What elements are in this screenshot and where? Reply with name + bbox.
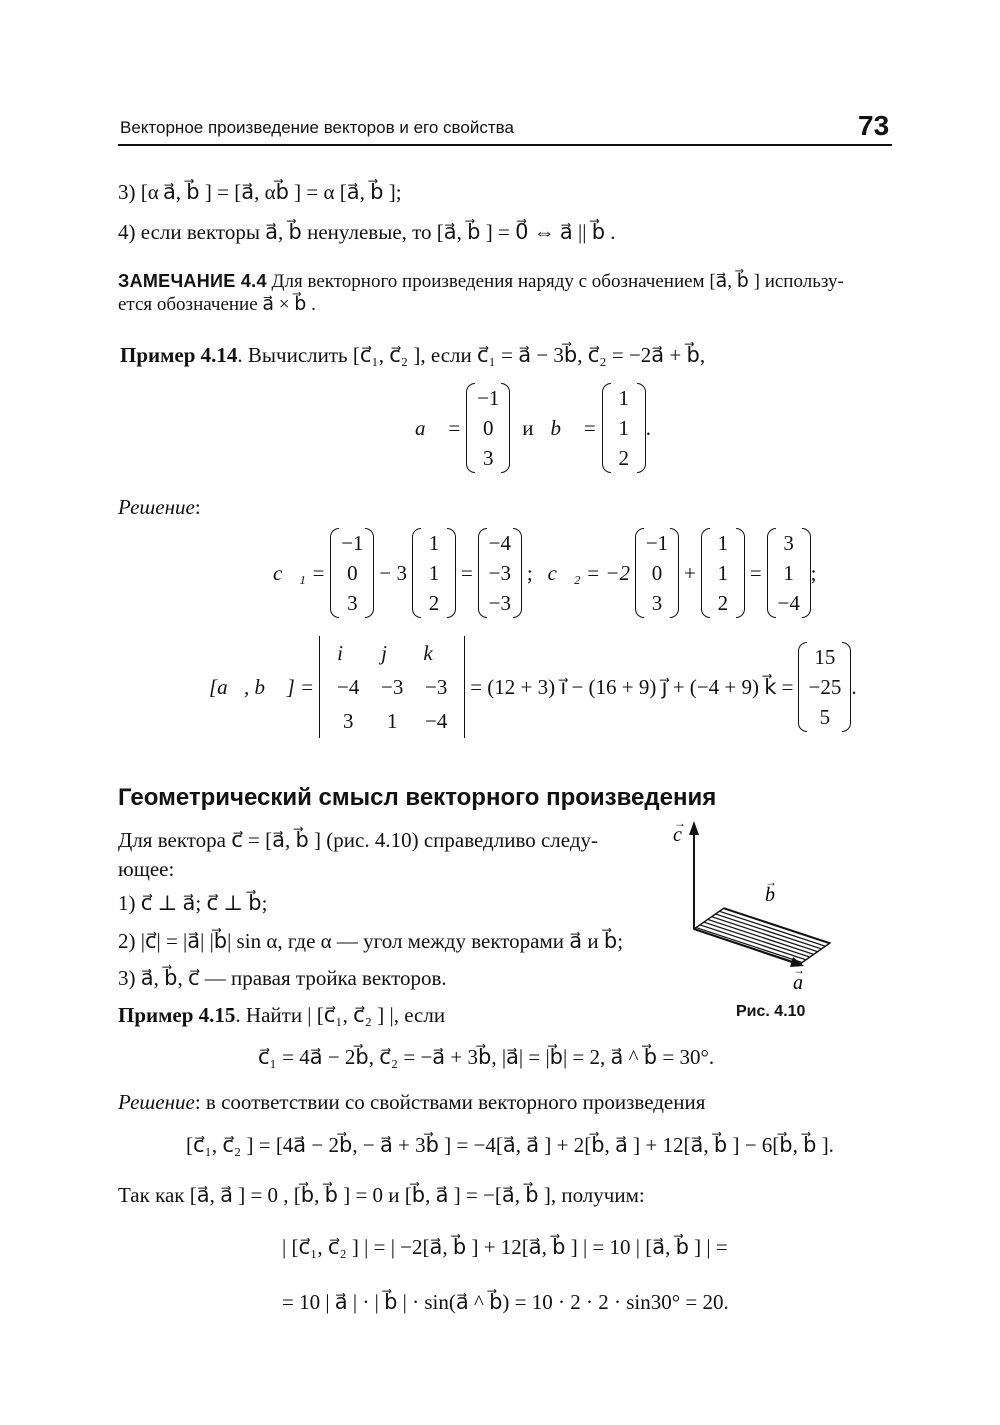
c1-result-column <box>478 528 522 618</box>
det-r2c3: −3 <box>425 675 448 699</box>
c2-2: 1 <box>783 561 794 585</box>
remark-label: ЗАМЕЧАНИЕ 4.4 <box>118 271 267 291</box>
c1-a-1: −1 <box>341 531 364 555</box>
c2-b-2: 1 <box>717 561 729 585</box>
remark-line-2: ется обозначение a⃗ × b⃗ . <box>118 294 316 315</box>
a-component-3: 3 <box>483 446 494 470</box>
vectors-a-b-given <box>410 383 651 473</box>
figure-4-10 <box>670 815 840 1000</box>
and-word: и <box>522 415 534 440</box>
example-4-14 <box>120 343 705 368</box>
c-arrowhead-icon <box>689 821 699 835</box>
vector-b-column <box>602 383 646 473</box>
example-4-14-statement: . Вычислить [c⃗₁, c⃗₂ ], если c⃗₁ = a⃗ − 3b⃗, c⃗₂ = −2a⃗ + b⃗, <box>237 343 706 367</box>
c1-b-3: 2 <box>428 591 440 615</box>
c1-label: c⃗₁ = <box>273 560 326 585</box>
section-intro-1: Для вектора c⃗ = [a⃗, b⃗ ] (рис. 4.10) справедливо следу- <box>118 828 599 852</box>
cross-product-determinant <box>204 636 857 738</box>
solution-label-4-14 <box>118 495 201 520</box>
equals: = <box>460 560 473 585</box>
c2-a-1: −1 <box>645 531 669 555</box>
page-number: 73 <box>858 110 890 141</box>
solution-line-1: [c⃗₁, c⃗₂ ] = [4a⃗ − 2b⃗, − a⃗ + 3b⃗ ] = −4[a⃗, a⃗ ] + 2[b⃗, a⃗ ] + 12[a⃗, b⃗ ] − 6[b⃗, b⃗ ]. <box>186 1133 834 1157</box>
b-component-3: 2 <box>618 446 630 470</box>
c2-a-2: 0 <box>651 561 663 585</box>
c1-2: −3 <box>488 561 511 585</box>
running-title: Векторное произведение векторов и его свойства <box>120 118 514 137</box>
result-column <box>798 642 851 732</box>
period: . <box>645 415 652 440</box>
geometric-property-2: 2) |c⃗| = |a⃗| |b⃗| sin α, где α — угол между векторами a⃗ и b⃗; <box>118 929 624 953</box>
expansion: = (12 + 3) i⃗ − (16 + 9) j⃗ + (−4 + 9) k⃗ = <box>470 674 794 699</box>
semicolon-2: ; <box>810 560 817 585</box>
c1-a-column <box>330 528 374 618</box>
header-rule <box>118 144 892 146</box>
figure-label-b-arrow: → <box>765 875 777 889</box>
c2-1: 3 <box>783 531 794 555</box>
c1-a-3: 3 <box>347 591 358 615</box>
b-label: b⃗ = <box>550 415 597 440</box>
geometric-property-3: 3) a⃗, b⃗, c⃗ — правая тройка векторов. <box>118 966 447 990</box>
c1-b-2: 1 <box>428 561 440 585</box>
c2-b-1: 1 <box>717 531 729 555</box>
example-4-15-statement: . Найти | [c⃗₁, c⃗₂ ] |, если <box>235 1003 446 1027</box>
solution-line-4: = 10 | a⃗ | · | b⃗ | · sin(a⃗ ^ b⃗) = 10 · 2 · 2 · sin30° = 20. <box>282 1290 729 1314</box>
c2-label: c⃗₂ = −2 <box>547 560 630 585</box>
c1-a-2: 0 <box>347 561 358 585</box>
a-component-2: 0 <box>483 416 494 440</box>
result-2: −25 <box>808 675 842 699</box>
figure-label-a-arrow: → <box>793 963 805 977</box>
c1-c2-computation <box>268 528 817 618</box>
result-1: 15 <box>814 645 836 669</box>
a-vector-axis <box>694 929 795 963</box>
det-r2c2: −3 <box>381 675 404 699</box>
section-intro-2: ющее: <box>118 857 175 881</box>
cross-label: [a⃗, b⃗ ] = <box>209 674 315 699</box>
c2-3: −4 <box>777 591 800 615</box>
c2-b-column <box>701 528 745 618</box>
det-k: k⃗ <box>423 641 450 665</box>
det-r3c1: 3 <box>342 709 354 733</box>
det-r3c3: −4 <box>425 709 448 733</box>
figure-label-b: b <box>765 884 775 906</box>
remark <box>118 270 844 293</box>
determinant <box>319 636 465 738</box>
det-r2c1: −4 <box>337 675 360 699</box>
figure-caption: Рис. 4.10 <box>736 1003 806 1020</box>
c2-result-column <box>767 528 811 618</box>
property-3: 3) [α a⃗, b⃗ ] = [a⃗, αb⃗ ] = α [a⃗, b⃗ ]; <box>118 180 402 204</box>
solution-label: Решение <box>118 495 195 519</box>
b-component-2: 1 <box>618 416 630 440</box>
hatched-plane <box>670 855 840 991</box>
c1-1: −4 <box>488 531 511 555</box>
semicolon: ; <box>526 560 533 585</box>
c1-b-column <box>412 528 456 618</box>
c1-3: −3 <box>488 591 511 615</box>
c1-b-1: 1 <box>428 531 440 555</box>
c2-b-3: 2 <box>717 591 729 615</box>
example-4-15-given: c⃗₁ = 4a⃗ − 2b⃗, c⃗₂ = −a⃗ + 3b⃗, |a⃗| = |b⃗| = 2, a⃗ ^ b⃗ = 30°. <box>258 1045 715 1069</box>
figure-label-c-arrow: → <box>674 816 686 830</box>
c2-a-column <box>635 528 679 618</box>
det-r3c2: 1 <box>386 709 398 733</box>
a-label: a⃗ = <box>415 415 462 440</box>
property-4: 4) если векторы a⃗, b⃗ ненулевые, то [a⃗, b⃗ ] = 0⃗ ⇔ a⃗ || b⃗ . <box>118 220 616 244</box>
a-component-1: −1 <box>477 386 500 410</box>
remark-line-1: Для векторного произведения наряду с обозначением [a⃗, b⃗ ] использу- <box>271 271 844 292</box>
example-4-15-label: Пример 4.15 <box>118 1003 236 1027</box>
solution-text-4-15: : в соответствии со свойствами векторного произведения <box>194 1090 706 1114</box>
vector-a-column <box>466 383 510 473</box>
section-title: Геометрический смысл векторного произведения <box>118 784 717 811</box>
det-j: j⃗ <box>381 641 404 665</box>
c2-a-3: 3 <box>651 591 663 615</box>
result-3: 5 <box>819 705 831 729</box>
solution-label-4-15: Решение <box>118 1090 195 1114</box>
figure-label-c: c <box>673 824 682 846</box>
figure-label-a: a <box>793 972 803 994</box>
plus: + <box>683 560 696 585</box>
solution-line-2: Так как [a⃗, a⃗ ] = 0 , [b⃗, b⃗ ] = 0 и [b⃗, a⃗ ] = −[a⃗, b⃗ ], получим: <box>118 1183 645 1207</box>
geometric-property-1: 1) c⃗ ⊥ a⃗; c⃗ ⊥ b⃗; <box>118 891 268 915</box>
det-i: i⃗ <box>337 641 360 665</box>
equals-2: = <box>749 560 762 585</box>
example-4-15 <box>118 1003 445 1028</box>
minus-3: − 3 <box>379 560 407 585</box>
example-4-14-label: Пример 4.14 <box>120 343 238 367</box>
solution-4-15 <box>118 1090 705 1115</box>
b-component-1: 1 <box>618 386 630 410</box>
solution-colon: : <box>194 495 201 519</box>
period-2: . <box>851 674 857 699</box>
solution-line-3: | [c⃗₁, c⃗₂ ] | = | −2[a⃗, b⃗ ] + 12[a⃗, b⃗ ] | = 10 | [a⃗, b⃗ ] | = <box>282 1235 728 1259</box>
